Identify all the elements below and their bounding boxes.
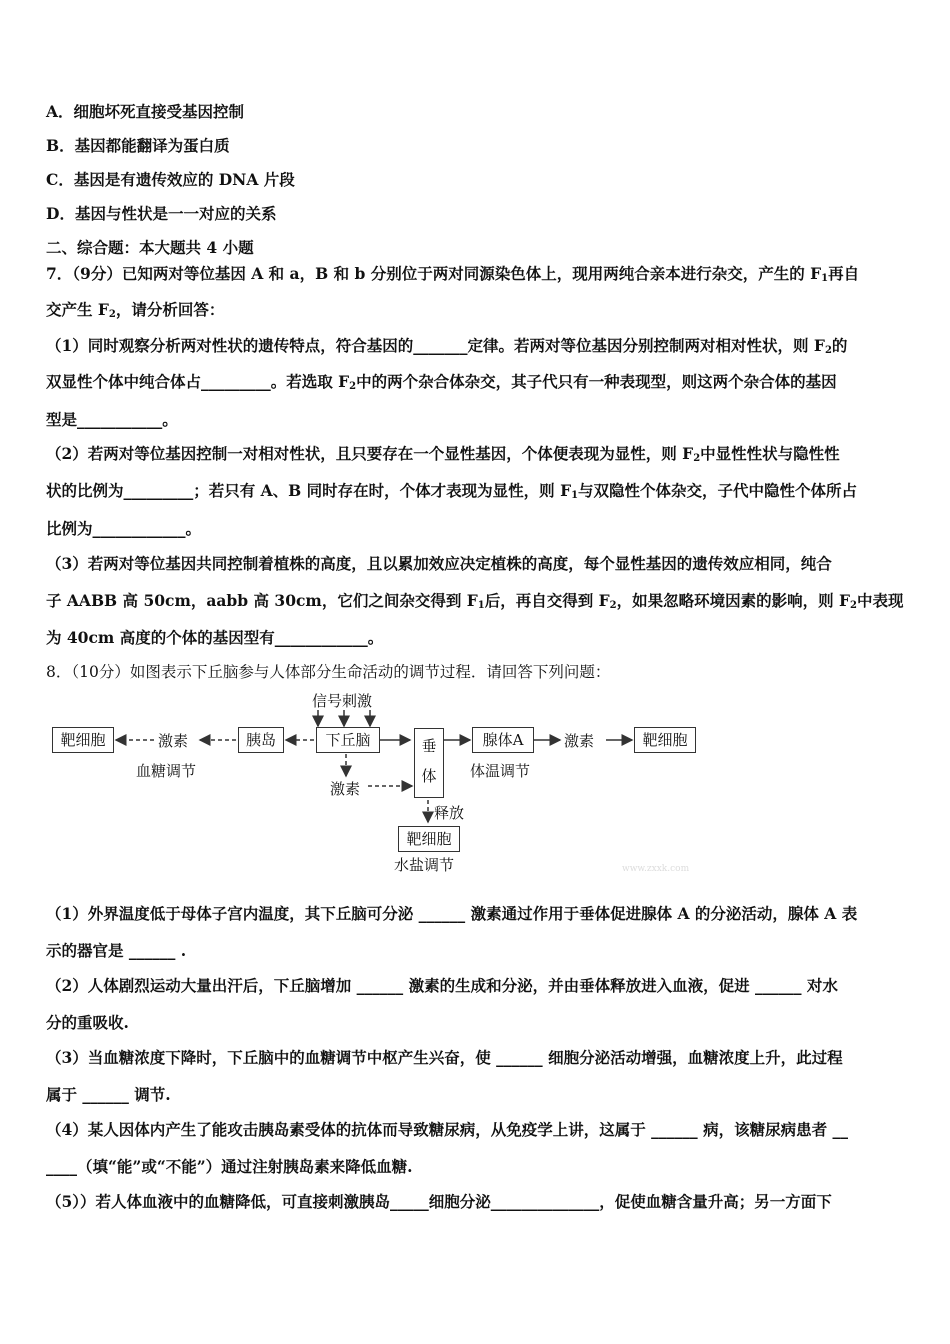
q7-part1-line-3: 型是___________。 bbox=[46, 410, 178, 429]
option-d: D．基因与性状是一一对应的关系 bbox=[46, 204, 277, 223]
islet-box: 胰岛 bbox=[238, 727, 284, 753]
signal-label: 信号刺激 bbox=[312, 692, 373, 710]
gland-a-box: 腺体A bbox=[472, 727, 534, 753]
hormone-mid-label: 激素 bbox=[330, 780, 361, 798]
option-c: C．基因是有遗传效应的 DNA 片段 bbox=[46, 170, 295, 189]
q8-part2-line-1: （2）人体剧烈运动大量出汗后，下丘脑增加 ______ 激素的生成和分泌，并由垂体释放进入血液，促进 ______ 对水 bbox=[46, 976, 838, 995]
q8-part4-line-1: （4）某人因体内产生了能攻击胰岛素受体的抗体而导致糖尿病，从免疫学上讲，这属于 ______ 病，该糖尿病患者 __ bbox=[46, 1120, 848, 1139]
hormone-left-label: 激素 bbox=[158, 732, 189, 750]
q8-part3-line-1: （3）当血糖浓度下降时，下丘脑中的血糖调节中枢产生兴奋，使 ______ 细胞分泌活动增强，血糖浓度上升，此过程 bbox=[46, 1048, 843, 1067]
q7-part2-line-1: （2）若两对等位基因控制一对相对性状，且只要存在一个显性基因，个体便表现为显性，则 $F_2$中显性性状与隐性性 bbox=[46, 444, 840, 464]
q8-part1-line-2: 示的器官是 ______ . bbox=[46, 941, 187, 960]
q8-title: 8．（10分）如图表示下丘脑参与人体部分生命活动的调节过程．请回答下列问题： bbox=[46, 663, 611, 681]
q7-part1-line-2: 双显性个体中纯合体占_________。若选取 $F_2$中的两个杂合体杂交，其子代只有一种表现型，则这两个杂合体的基因 bbox=[46, 372, 837, 392]
pituitary-box: 垂 体 bbox=[414, 728, 444, 798]
q7-part2-line-2: 状的比例为_________；若只有 A、B 同时存在时，个体才表现为显性，则 $F_1$与双隐性个体杂交，子代中隐性个体所占 bbox=[46, 481, 858, 501]
q8-part3-line-2: 属于 ______ 调节. bbox=[46, 1085, 171, 1104]
hypothalamus-box: 下丘脑 bbox=[316, 727, 380, 753]
q8-part4-line-2: ____（填“能”或“不能”）通过注射胰岛素来降低血糖. bbox=[46, 1157, 413, 1176]
watermark: www.zxxk.com bbox=[622, 864, 690, 874]
q7-line-2: 交产生 $F_2$，请分析回答： bbox=[46, 300, 225, 320]
target-cell-right: 靶细胞 bbox=[634, 727, 696, 753]
q8-part1-line-1: （1）外界温度低于母体子宫内温度，其下丘脑可分泌 ______ 激素通过作用于垂体促进腺体 A 的分泌活动，腺体 A 表 bbox=[46, 904, 858, 923]
q7-part3-line-3: 为 40cm 高度的个体的基因型有____________。 bbox=[46, 628, 384, 647]
option-a: A．细胞坏死直接受基因控制 bbox=[46, 102, 245, 121]
option-b: B．基因都能翻译为蛋白质 bbox=[46, 136, 230, 155]
q8-part5-line-1: （5））若人体血液中的血糖降低，可直接刺激胰岛_____细胞分泌______________，促使血糖含量升高；另一方面下 bbox=[46, 1192, 832, 1211]
hormone-right-label: 激素 bbox=[564, 732, 595, 750]
q7-part2-line-3: 比例为____________。 bbox=[46, 519, 202, 538]
q7-line-1: 7．（9分）已知两对等位基因 A 和 a，B 和 b 分别位于两对同源染色体上，现用两纯合亲本进行杂交，产生的 $F_1$再自 bbox=[46, 264, 860, 284]
q7-part3-line-2: 子 AABB 高 50cm，aabb 高 30cm，它们之间杂交得到 $F_1$后，再自交得到 $F_2$，如果忽略环境因素的影响，则 $F_2$中表现 bbox=[46, 591, 904, 611]
q7-part3-line-1: （3）若两对等位基因共同控制着植株的高度，且以累加效应决定植株的高度，每个显性基因的遗传效应相同，纯合 bbox=[46, 554, 832, 573]
q7-part1-line-1: （1）同时观察分析两对性状的遗传特点，符合基因的_______定律。若两对等位基因分别控制两对相对性状，则 $F_2$的 bbox=[46, 336, 848, 356]
q8-part2-line-2: 分的重吸收. bbox=[46, 1013, 129, 1032]
body-temp-label: 体温调节 bbox=[470, 762, 531, 780]
section-heading: 二、综合题：本大题共 4 小题 bbox=[46, 238, 254, 257]
blood-sugar-label: 血糖调节 bbox=[136, 762, 197, 780]
water-salt-label: 水盐调节 bbox=[394, 856, 455, 874]
regulation-diagram bbox=[50, 688, 710, 878]
release-label: 释放 bbox=[434, 804, 465, 822]
target-cell-left: 靶细胞 bbox=[52, 727, 114, 753]
diagram-arrows bbox=[50, 688, 710, 878]
target-cell-bottom: 靶细胞 bbox=[398, 826, 460, 852]
